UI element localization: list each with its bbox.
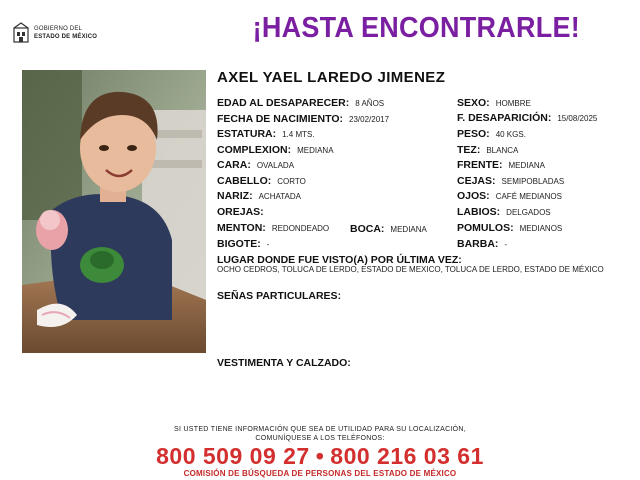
footer-note (0, 425, 640, 443)
child-portrait-illustration (22, 70, 206, 353)
field-menton (217, 221, 329, 235)
field-value: DELGADOS (506, 208, 551, 217)
field-ojos (457, 189, 562, 203)
state-crest-icon (12, 22, 30, 44)
phone-separator: • (315, 443, 325, 469)
field-label: TEZ: (457, 144, 481, 156)
field-label: POMULOS: (457, 222, 514, 234)
field-pomulos (457, 221, 562, 235)
field-value: 15/08/2025 (557, 114, 598, 123)
phone-number-2[interactable]: 800 216 03 61 (330, 443, 484, 469)
field-label: CABELLO: (217, 175, 272, 187)
field-cara (217, 158, 294, 172)
footer-phones (0, 443, 640, 470)
field-value: 8 AÑOS (355, 99, 385, 108)
field-value: MEDIANA (297, 146, 334, 155)
field-value: SEMIPOBLADAS (501, 177, 565, 186)
field-value: MEDIANOS (519, 224, 563, 233)
missing-person-photo (22, 70, 206, 353)
field-value: MEDIANA (390, 225, 427, 234)
field-label: VESTIMENTA Y CALZADO: (217, 357, 351, 369)
field-nariz (217, 189, 301, 203)
field-cejas (457, 174, 564, 188)
field-label: BOCA: (350, 223, 385, 235)
field-edad (217, 96, 384, 110)
field-label: EDAD AL DESAPARECER: (217, 97, 350, 109)
field-value: CORTO (277, 177, 306, 186)
field-label: MENTON: (217, 222, 266, 234)
field-peso (457, 127, 526, 141)
commission-name: COMISIÓN DE BÚSQUEDA DE PERSONAS DEL ESTADO DE MÉXICO (183, 469, 457, 478)
headline: ¡HASTA ENCONTRARLE! (252, 12, 580, 44)
field-barba (457, 237, 507, 251)
field-senas (217, 289, 347, 303)
field-label: PESO: (457, 128, 490, 140)
logo-line-1: GOBIERNO DEL (34, 26, 83, 32)
field-value: BLANCA (486, 146, 519, 155)
field-label: SEXO: (457, 97, 490, 109)
field-value: 1.4 MTS. (282, 130, 315, 139)
field-value: ACHATADA (258, 192, 301, 201)
field-label: BIGOTE: (217, 238, 261, 250)
field-label: FRENTE: (457, 159, 503, 171)
field-label: ESTATURA: (217, 128, 277, 140)
field-label: F. DESAPARICIÓN: (457, 112, 552, 124)
field-label: CEJAS: (457, 175, 496, 187)
field-value: 23/02/2017 (349, 115, 390, 124)
field-value: 40 KGS. (495, 130, 526, 139)
field-value: MEDIANA (508, 161, 545, 170)
logo-line-2: ESTADO DE MÉXICO (34, 34, 98, 40)
field-value: HOMBRE (495, 99, 531, 108)
footer-note-line-1: SI USTED TIENE INFORMACIÓN QUE SEA DE UTILIDAD PARA SU LOCALIZACIÓN, (173, 426, 467, 433)
field-cabello (217, 174, 306, 188)
field-value: CAFÉ MEDIANOS (495, 192, 562, 201)
field-label: BARBA: (457, 238, 499, 250)
field-frente (457, 158, 545, 172)
field-vestimenta (217, 356, 357, 370)
field-lugar-value: OCHO CEDROS, TOLUCA DE LERDO, ESTADO DE MEXICO, TOLUCA DE LERDO, ESTADO DE MÉXICO (217, 265, 604, 274)
field-tez (457, 143, 518, 157)
field-label: LABIOS: (457, 206, 501, 218)
field-estatura (217, 127, 315, 141)
field-fecha-nacimiento (217, 112, 389, 126)
field-label: COMPLEXION: (217, 144, 292, 156)
field-orejas (217, 205, 270, 219)
field-label: OREJAS: (217, 206, 264, 218)
field-value: - (504, 240, 508, 249)
field-boca (350, 222, 427, 236)
field-value: - (266, 240, 270, 249)
field-label: NARIZ: (217, 190, 253, 202)
field-label: LUGAR DONDE FUE VISTO(A) POR ÚLTIMA VEZ: (217, 254, 462, 266)
field-labios (457, 205, 551, 219)
field-bigote (217, 237, 269, 251)
field-value: OVALADA (256, 161, 295, 170)
phone-number-1[interactable]: 800 509 09 27 (156, 443, 310, 469)
field-label: FECHA DE NACIMIENTO: (217, 113, 343, 125)
field-complexion (217, 143, 334, 157)
field-fecha-desaparicion (457, 111, 597, 125)
state-government-logo (12, 22, 132, 46)
person-name: AXEL YAEL LAREDO JIMENEZ (217, 69, 446, 86)
field-label: OJOS: (457, 190, 490, 202)
field-value: REDONDEADO (271, 224, 330, 233)
field-label: SEÑAS PARTICULARES: (217, 290, 342, 302)
field-sexo (457, 96, 531, 110)
field-label: CARA: (217, 159, 251, 171)
footer-note-line-2: COMUNÍQUESE A LOS TELÉFONOS: (255, 435, 385, 442)
